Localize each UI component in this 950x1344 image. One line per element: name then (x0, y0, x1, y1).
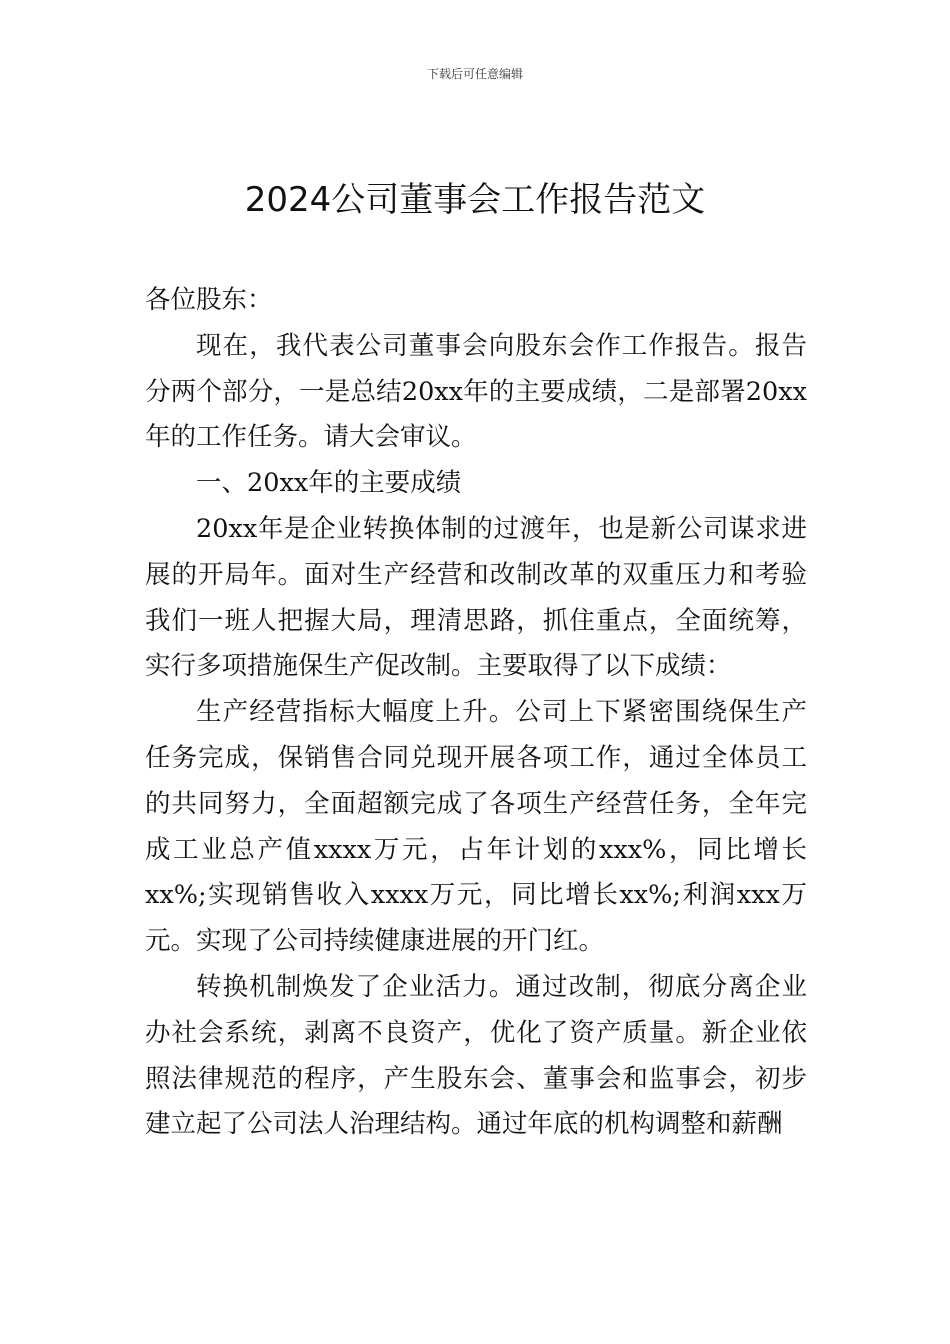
section-heading: 一、20xx年的主要成绩 (196, 468, 462, 499)
paragraph-production: 生产经营指标大幅度上升。公司上下紧密围绕保生产任务完成，保销售合同兑现开展各项工作，通过全体员工的共同努力，全面超额完成了各项生产经营任务，全年完成工业总产值xxxx万元，占年计划的xxx%，同比增长xx%;实现销售收入xxxx万元，同比增长xx%;利润xxx万元。实现了公司持续健康进展的开门红。 (145, 697, 807, 957)
paragraph-mechanism: 转换机制焕发了企业活力。通过改制，彻底分离企业办社会系统，剥离不良资产，优化了资产质量。新企业依照法律规范的程序，产生股东会、董事会和监事会，初步建立起了公司法人治理结构。通过年底的机构调整和薪酬 (145, 971, 807, 1140)
document-body (145, 278, 807, 1148)
document-title: 2024公司董事会工作报告范文 (244, 180, 706, 220)
paragraph-intro: 现在，我代表公司董事会向股东会作工作报告。报告分两个部分，一是总结20xx年的主要成绩，二是部署20xx年的工作任务。请大会审议。 (145, 330, 807, 453)
header-note: 下载后可任意编辑 (426, 67, 523, 81)
paragraph-overview: 20xx年是企业转换体制的过渡年，也是新公司谋求进展的开局年。面对生产经营和改制改革的双重压力和考验我们一班人把握大局，理清思路，抓住重点，全面统筹，实行多项措施保生产促改制。主要取得了以下成绩： (145, 513, 807, 682)
salutation: 各位股东： (145, 285, 273, 315)
